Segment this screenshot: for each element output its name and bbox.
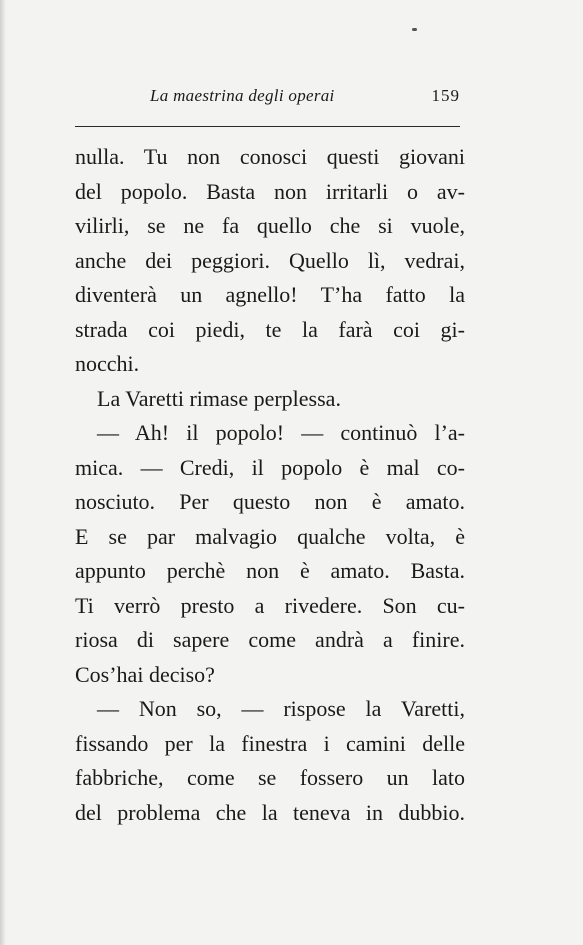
- running-head: [75, 86, 460, 110]
- body-text: [75, 140, 465, 830]
- text-line: strada coi piedi, te la farà coi gi-: [75, 316, 465, 342]
- text-line: del popolo. Basta non irritarli o av-: [75, 178, 465, 204]
- text-line: — Ah! il popolo! — continuò l’a-: [97, 420, 465, 445]
- text-line: del problema che la teneva in dubbio.: [75, 799, 465, 825]
- text-line: anche dei peggiori. Quello lì, vedrai,: [75, 247, 465, 273]
- page-edge: [0, 0, 6, 945]
- text-line: E se par malvagio qualche volta, è: [75, 523, 465, 549]
- text-line: riosa di sapere come andrà a finire.: [75, 627, 465, 652]
- text-line: Cos’hai deciso?: [75, 661, 215, 687]
- text-line: La Varetti rimase perplessa.: [97, 385, 341, 411]
- text-line: appunto perchè non è amato. Basta.: [75, 558, 465, 583]
- text-line: Ti verrò presto a rivedere. Son cu-: [75, 592, 465, 618]
- text-line: diventerà un agnello! T’ha fatto la: [75, 282, 465, 307]
- text-line: nosciuto. Per questo non è amato.: [75, 489, 465, 514]
- header-rule: [75, 126, 460, 127]
- running-title: La maestrina degli operai: [150, 86, 335, 105]
- text-line: vilirli, se ne fa quello che si vuole,: [75, 213, 465, 238]
- ink-speck: [412, 28, 417, 31]
- text-line: fabbriche, come se fossero un lato: [75, 765, 465, 790]
- text-line: mica. — Credi, il popolo è mal co-: [75, 454, 465, 480]
- text-line: nulla. Tu non conosci questi giovani: [75, 144, 465, 169]
- text-line: fissando per la finestra i camini delle: [75, 730, 465, 756]
- text-line: — Non so, — rispose la Varetti,: [97, 696, 465, 721]
- page-number: 159: [431, 86, 460, 105]
- text-line: nocchi.: [75, 351, 140, 376]
